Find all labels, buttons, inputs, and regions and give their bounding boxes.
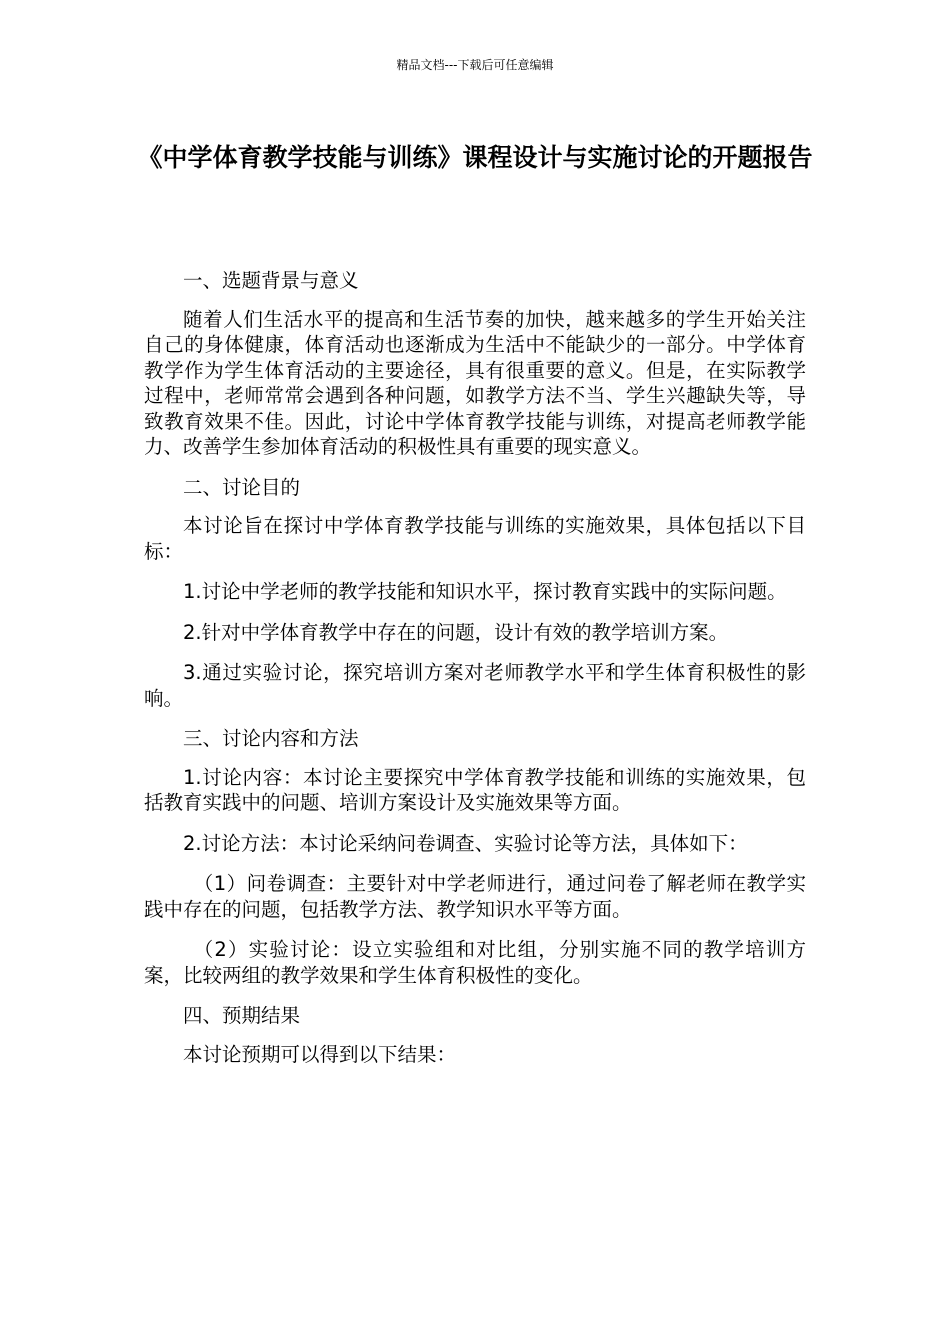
sub-item-questionnaire: （1）问卷调查：主要针对中学老师进行，通过问卷了解老师在教学实践中存在的问题，包括教学方法、教学知识水平等方面。 [144,872,806,921]
list-item-content: 1.讨论内容：本讨论主要探究中学体育教学技能和训练的实施效果，包括教育实践中的问题、培训方案设计及实施效果等方面。 [144,765,806,814]
section-heading-expected-results: 四、预期结果 [183,1004,301,1027]
header-note: 精品文档---下载后可任意编辑 [396,58,554,72]
list-item-purpose-1: 1.讨论中学老师的教学技能和知识水平，探讨教育实践中的实际问题。 [183,580,787,603]
document-title: 《中学体育教学技能与训练》课程设计与实施讨论的开题报告 [137,143,813,172]
paragraph-purpose-intro: 本讨论旨在探讨中学体育教学技能与训练的实施效果，具体包括以下目标： [144,514,806,563]
sub-item-experiment: （2）实验讨论：设立实验组和对比组，分别实施不同的教学培训方案，比较两组的教学效果和学生体育积极性的变化。 [144,938,806,987]
paragraph-background: 随着人们生活水平的提高和生活节奏的加快，越来越多的学生开始关注自己的身体健康，体育活动也逐渐成为生活中不能缺少的一部分。中学体育教学作为学生体育活动的主要途径，具有很重要的意义。但是，在实际教学过程中，老师常常会遇到各种问题，如教学方法不当、学生兴趣缺失等，导致教育效果不佳。因此，讨论中学体育教学技能与训练，对提高老师教学能力、改善学生参加体育活动的积极性具有重要的现实意义。 [144,307,806,458]
list-item-purpose-2: 2.针对中学体育教学中存在的问题，设计有效的教学培训方案。 [183,620,729,644]
list-item-purpose-3: 3.通过实验讨论，探究培训方案对老师教学水平和学生体育积极性的影响。 [144,661,806,710]
section-heading-content-method: 三、讨论内容和方法 [183,727,359,750]
section-heading-purpose: 二、讨论目的 [183,475,301,499]
section-heading-background: 一、选题背景与意义 [183,269,359,292]
paragraph-expected-intro: 本讨论预期可以得到以下结果： [183,1042,457,1066]
document-body [144,268,806,1082]
list-item-method: 2.讨论方法：本讨论采纳问卷调查、实验讨论等方法，具体如下： [183,831,748,855]
